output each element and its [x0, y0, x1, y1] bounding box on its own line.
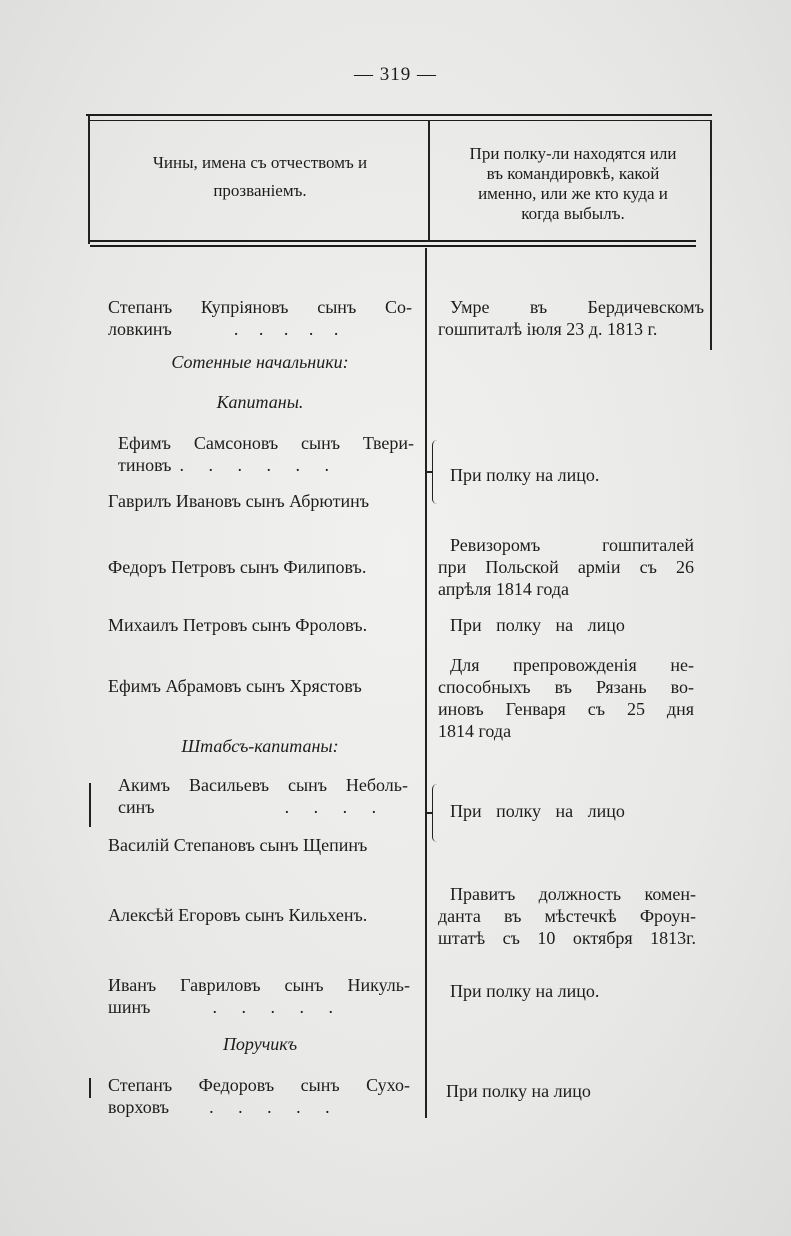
- status-line: 1814 года: [438, 721, 512, 741]
- name-line: [118, 796, 408, 818]
- name-line: [108, 1096, 410, 1118]
- name-abryutin: [108, 490, 424, 512]
- status-line: Правитъ должность комен-: [450, 884, 696, 904]
- status-kilkhen: [438, 883, 696, 949]
- header-col-ranks: [96, 152, 424, 202]
- name-line: Степанъ Федоровъ сынъ Сухо-: [108, 1075, 410, 1095]
- status-line: гошпиталѣ іюля 23 д. 1813 г.: [438, 319, 658, 339]
- header-col-status-line: въ командировкѣ, какой: [486, 164, 660, 183]
- brace-shtabs: [432, 784, 439, 842]
- name-tveritinov: [118, 432, 414, 476]
- name-text: тиновъ: [118, 455, 172, 475]
- top-rule-thin: [90, 120, 712, 121]
- section-shtabs: Штабсъ-капитаны:: [181, 736, 339, 756]
- column-divider: [425, 248, 427, 1118]
- status-line: штатѣ съ 10 октября 1813г.: [438, 928, 696, 948]
- name-line: Ефимъ Самсоновъ сынъ Твери-: [118, 433, 414, 453]
- status-sukhovorkhov: [446, 1080, 696, 1102]
- status-line: апрѣля 1814 года: [438, 579, 569, 599]
- left-border-tick-2: [89, 1078, 91, 1098]
- name-line: Алексѣй Егоровъ сынъ Кильхенъ.: [108, 905, 368, 925]
- right-border: [710, 120, 712, 350]
- name-line: Михаилъ Петровъ сынъ Фроловъ.: [108, 615, 368, 635]
- status-frolov: [450, 614, 694, 636]
- section-kapitany: Капитаны.: [216, 392, 304, 412]
- leader-dots: . . . .: [284, 797, 387, 817]
- leader-dots: . . . . .: [212, 997, 343, 1017]
- status-line: способныхъ въ Рязань во-: [438, 677, 694, 697]
- name-line: Акимъ Васильевъ сынъ Неболь-: [118, 775, 408, 795]
- header-rule-2: [90, 245, 696, 247]
- status-line: данта въ мѣстечкѣ Фроун-: [438, 906, 696, 926]
- leader-dots: . . . . .: [233, 319, 347, 339]
- status-line: При полку на лицо: [450, 615, 625, 635]
- section-poruchiki: Поручикъ: [222, 1034, 298, 1054]
- brace-kapitany: [432, 440, 439, 504]
- name-text: шинъ: [108, 997, 151, 1017]
- status-khryastov: [438, 654, 694, 742]
- header-col-status: [436, 144, 710, 224]
- section-sotennye: Сотенные начальники:: [171, 352, 349, 372]
- status-line: при Польской арміи съ 26: [438, 557, 694, 577]
- name-solovkin: [108, 296, 412, 340]
- header-col-status-line: При полку-ли находятся или: [469, 144, 677, 163]
- status-nikulshin: [450, 980, 694, 1002]
- status-line: Умре въ Бердичевскомъ: [450, 297, 704, 317]
- top-rule: [86, 114, 712, 116]
- name-line: Гаврилъ Ивановъ сынъ Абрютинъ: [108, 491, 370, 511]
- status-solovkin: [438, 296, 704, 340]
- name-line: Василій Степановъ сынъ Щепинъ: [108, 835, 368, 855]
- name-shchepin: [108, 834, 424, 856]
- header-col-ranks-line: Чины, имена съ отчествомъ и: [152, 153, 368, 172]
- header-col-status-line: именно, или же кто куда и: [478, 184, 668, 203]
- column-divider-header: [428, 120, 430, 242]
- status-kapitany: При полку на лицо.: [450, 465, 600, 485]
- leader-dots: . . . . . .: [179, 455, 339, 475]
- name-kilkhen: [108, 904, 424, 926]
- name-text: синъ: [118, 797, 155, 817]
- name-line: [108, 318, 412, 340]
- name-line: Ефимъ Абрамовъ сынъ Хрястовъ: [108, 676, 362, 696]
- name-filipov: [108, 556, 424, 578]
- name-khryastov: [108, 675, 424, 697]
- name-text: ловкинъ: [108, 319, 172, 339]
- name-sukhovorkhov: [108, 1074, 410, 1118]
- name-nikulshin: [108, 974, 410, 1018]
- leader-dots: . . . . .: [209, 1097, 340, 1117]
- header-col-status-line: когда выбылъ.: [521, 204, 625, 223]
- name-nebolsin: [118, 774, 408, 818]
- status-filipov: [438, 534, 694, 600]
- left-border: [88, 116, 90, 244]
- name-frolov: [108, 614, 424, 636]
- name-text: ворховъ: [108, 1097, 170, 1117]
- status-line: При полку на лицо: [446, 1081, 591, 1101]
- header-rule-1: [90, 240, 696, 242]
- status-line: При полку на лицо.: [450, 981, 600, 1001]
- name-line: Иванъ Гавриловъ сынъ Никуль-: [108, 975, 410, 995]
- header-col-ranks-line: прозваніемъ.: [213, 181, 307, 200]
- name-line: [118, 454, 414, 476]
- name-line: Степанъ Купріяновъ сынъ Со-: [108, 297, 412, 317]
- status-line: иновъ Генваря съ 25 дня: [438, 699, 694, 719]
- left-border-tick-1: [89, 783, 91, 827]
- status-line: Ревизоромъ гошпиталей: [450, 535, 694, 555]
- page-number: — 319 —: [354, 64, 437, 85]
- status-shtabs: При полку на лицо: [450, 801, 625, 821]
- status-line: Для препровожденія не-: [450, 655, 694, 675]
- name-line: Федоръ Петровъ сынъ Филиповъ.: [108, 557, 367, 577]
- name-line: [108, 996, 410, 1018]
